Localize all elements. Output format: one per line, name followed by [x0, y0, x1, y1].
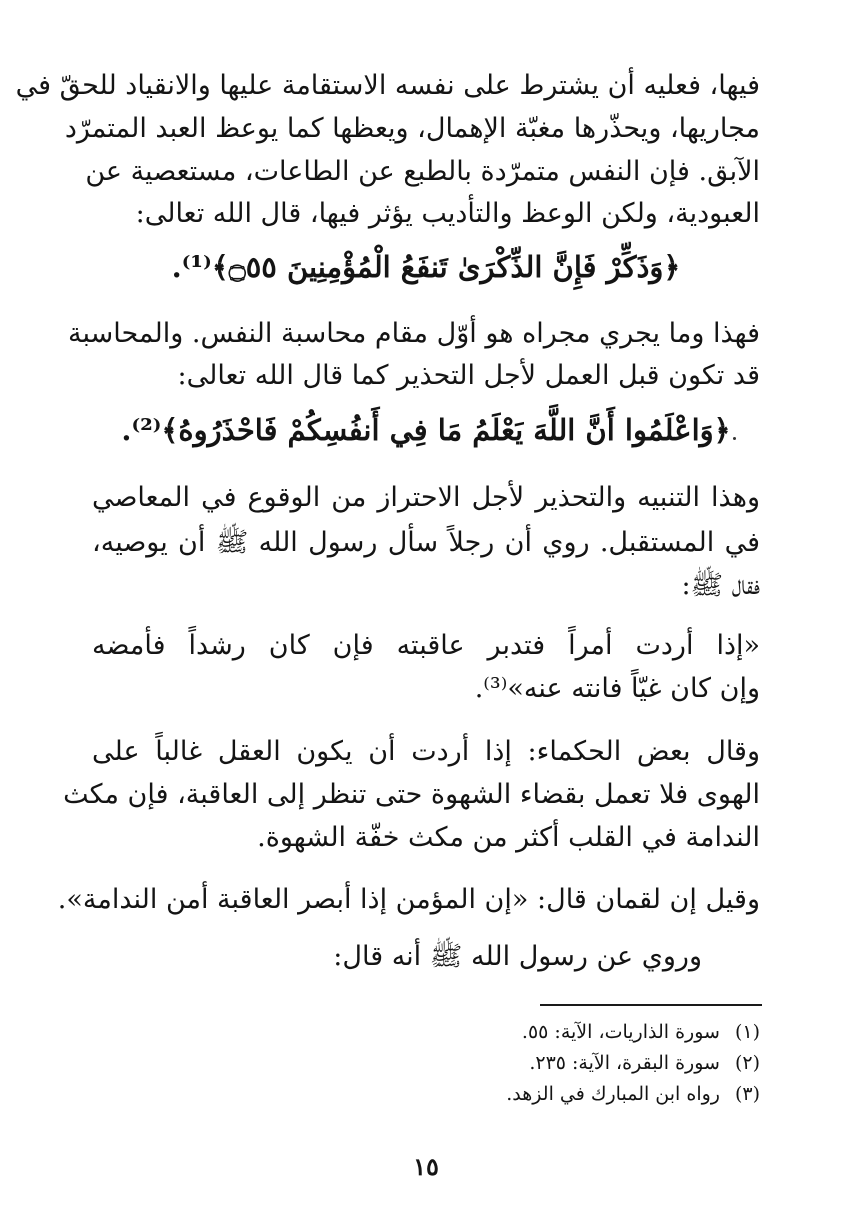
footnote-text: سورة الذاريات، الآية: ٥٥. — [521, 1021, 720, 1043]
text-line: فيها، فعليه أن يشترط على نفسه الاستقامة عليها والانقياد للحقّ في — [15, 70, 760, 101]
paragraph-start-line: وهذا التنبيه والتحذير لأجل الاحتراز من الوقوع في المعاصي — [92, 482, 760, 513]
footnote — [92, 1080, 760, 1108]
footnote-number: (١) — [734, 1021, 760, 1043]
footnote — [92, 1018, 760, 1046]
footnote-text: رواه ابن المبارك في الزهد. — [506, 1083, 720, 1105]
text-line: الهوى فلا تعمل بقضاء الشهوة حتى تنظر إلى العاقبة، فإن مكث — [63, 779, 760, 810]
hadith-line: وإن كان غيّاً فانته عنه»⁽³⁾. — [474, 673, 760, 704]
text-line: قد تكون قبل العمل لأجل التحذير كما قال الله تعالى: — [177, 360, 760, 391]
footnote-number: (٣) — [734, 1083, 760, 1105]
footnote-divider — [540, 1004, 762, 1006]
text-line: العبودية، ولكن الوعظ والتأديب يؤثر فيها، قال الله تعالى: — [135, 198, 760, 229]
footnote-number: (٢) — [734, 1052, 760, 1074]
quote-line: وقيل إن لقمان قال: «إن المؤمن إذا أبصر العاقبة أمن الندامة». — [57, 884, 760, 915]
quran-verse: ﴿وَاعْلَمُوا أَنَّ اللَّهَ يَعْلَمُ مَا فِي أَنفُسِكُمْ فَاحْذَرُوهُ﴾⁽²⁾. — [121, 413, 731, 447]
paragraph-start-line: فهذا وما يجري مجراه هو أوّل مقام محاسبة النفس. والمحاسبة — [68, 318, 760, 349]
footnote-text: سورة البقرة، الآية: ٢٣٥. — [529, 1052, 720, 1074]
quran-verse: ﴿وَذَكِّرْ فَإِنَّ الذِّكْرَىٰ تَنفَعُ الْمُؤْمِنِينَ ۝٥٥﴾⁽¹⁾. — [171, 250, 681, 284]
hadith-line: «إذا أردت أمراً فتدبر عاقبته فإن كان رشداً فأمضه — [92, 630, 760, 661]
paragraph-start-line: وقال بعض الحكماء: إذا أردت أن يكون العقل غالباً على — [92, 736, 760, 767]
text-line: فقال ﷺ: — [681, 570, 760, 601]
footnote — [92, 1049, 760, 1077]
text-line: في المستقبل. روي أن رجلاً سأل رسول الله ﷺ أن يوصيه، — [92, 527, 761, 558]
text-line: الآبق. فإن النفس متمرّدة بالطبع عن الطاعات، مستعصية عن — [85, 156, 760, 187]
text-line: مجاريها، ويحذّرها مغبّة الإهمال، ويعظها كما يوعظ العبد المتمرّد — [64, 113, 760, 144]
text-line: الندامة في القلب أكثر من مكث خفّة الشهوة. — [257, 822, 760, 853]
print-speck — [733, 437, 736, 440]
page-number: ١٥ — [413, 1152, 439, 1181]
text-line: وروي عن رسول الله ﷺ أنه قال: — [333, 941, 702, 972]
